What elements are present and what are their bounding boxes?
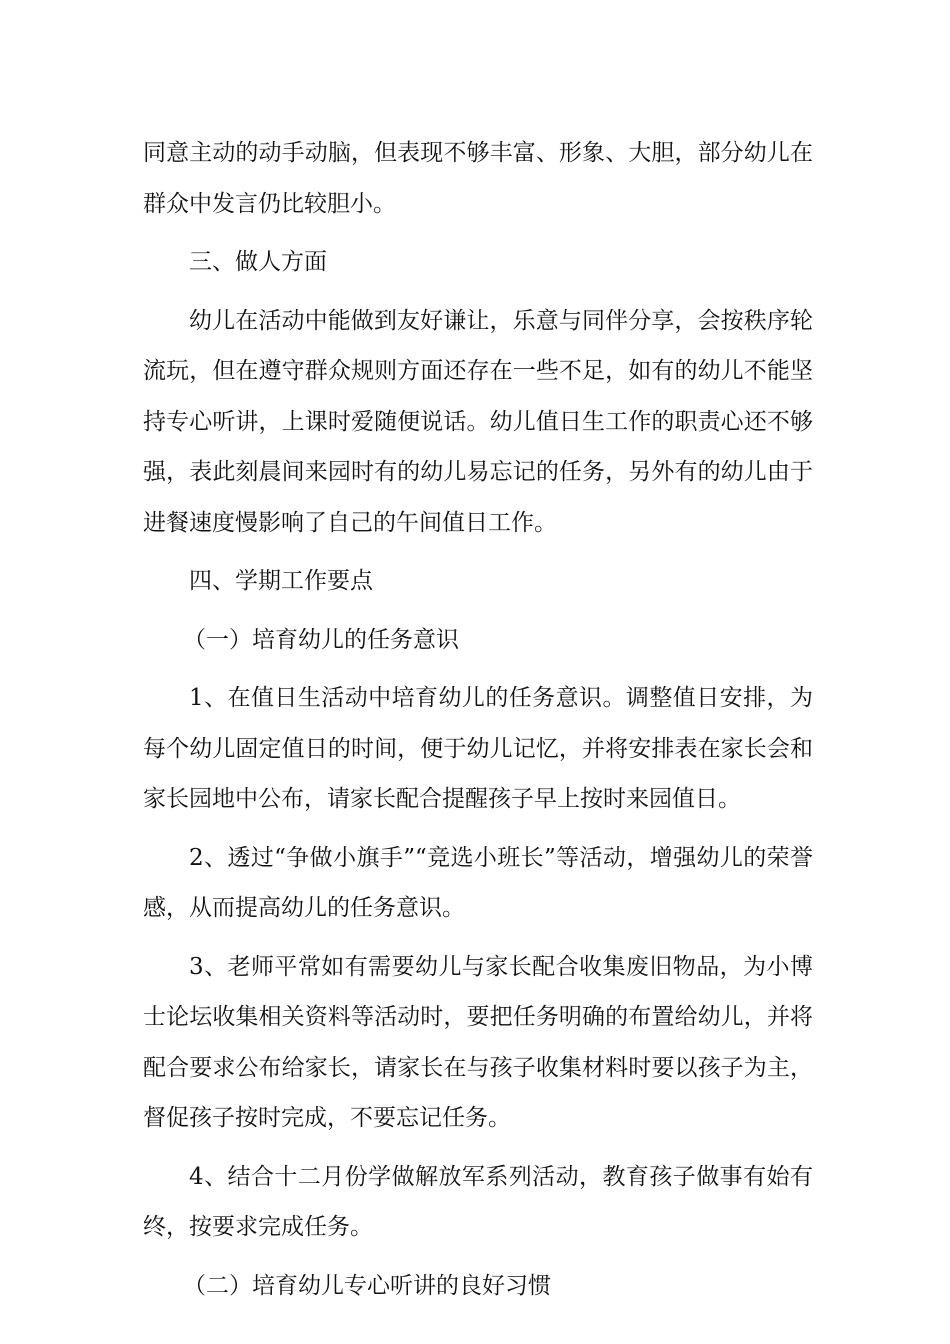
paragraph-speaking: 同意主动的动手动脑，但表现不够丰富、形象、大胆，部分幼儿在群众中发言仍比较胆小。	[143, 140, 813, 217]
list-item-material-collection: 3、老师平常如有需要幼儿与家长配合收集废旧物品，为小博士论坛收集相关资料等活动时，要把任务明确的布置给幼儿，并将配合要求公布给家长，请家长在与孩子收集材料时要以孩子为主，督促孩子按时完成，不要忘记任务。	[143, 953, 813, 1131]
subsection-heading-task-awareness: （一）培育幼儿的任务意识	[183, 626, 459, 653]
list-item-army-activities: 4、结合十二月份学做解放军系列活动，教育孩子做事有始有终，按要求完成任务。	[143, 1163, 813, 1240]
section-heading-key-points: 四、学期工作要点	[189, 568, 373, 594]
subsection-heading-listening-habits: （二）培育幼儿专心听讲的良好习惯	[183, 1272, 551, 1299]
paragraph-behavior: 幼儿在活动中能做到友好谦让，乐意与同伴分享，会按秩序轮流玩，但在遵守群众规则方面还存在一些不足，如有的幼儿不能坚持专心听讲，上课时爱随便说话。幼儿值日生工作的职责心还不够强，表此刻晨间来园时有的幼儿易忘记的任务，另外有的幼儿由于进餐速度慢影响了自己的午间值日工作。	[143, 307, 813, 536]
list-item-duty-schedule: 1、在值日生活动中培育幼儿的任务意识。调整值日安排，为每个幼儿固定值日的时间，便于幼儿记忆，并将安排表在家长会和家长园地中公布，请家长配合提醒孩子早上按时来园值日。	[143, 685, 813, 812]
section-heading-behavior: 三、做人方面	[189, 249, 327, 275]
document-body	[143, 128, 813, 1311]
list-item-honor-activities: 2、透过“争做小旗手”“竞选小班长”等活动，增强幼儿的荣誉感，从而提高幼儿的任务意识。	[143, 844, 813, 921]
